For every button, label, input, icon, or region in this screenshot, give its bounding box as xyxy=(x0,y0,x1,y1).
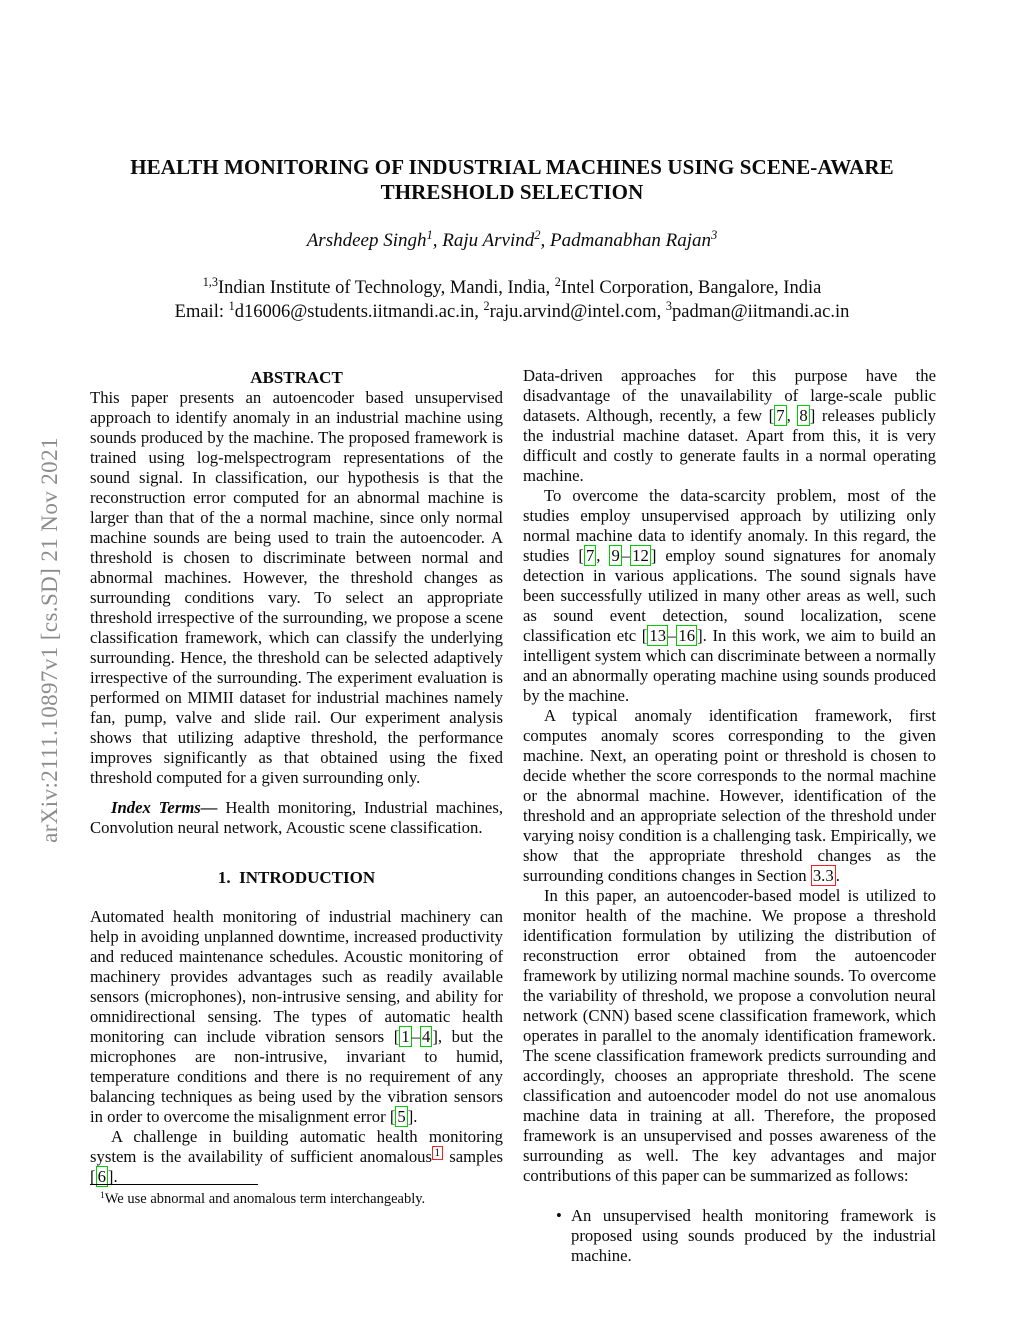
left-column xyxy=(90,368,503,1187)
citation-link[interactable]: 6 xyxy=(97,1167,106,1186)
section-link[interactable]: 3.3 xyxy=(812,866,834,885)
superscript: 1 xyxy=(228,299,235,314)
superscript: 3 xyxy=(665,299,673,314)
footnote-block xyxy=(90,1184,503,1208)
affiliation-line: $^{1,3}$Indian Institute of Technology, Mandi, India, $^2$Intel Corporation, Bangalore, India xyxy=(202,275,822,298)
footnote-marker-link[interactable]: 1 xyxy=(432,1146,443,1160)
citation-link[interactable]: 8 xyxy=(799,406,808,425)
contribution-item: • An unsupervised health monitoring framework is proposed using sounds produced by the industrial machine. xyxy=(571,1206,936,1266)
paper-title xyxy=(92,155,932,205)
right-paragraph-4: In this paper, an autoencoder-based model is utilized to monitor health of the machine. We propose a threshold identification formulation by utilizing the distribution of reconstruction error obtained from the autoencoder framework by utilizing normal machine sounds. To overcome the variability of threshold, we propose a convolution neural network (CNN) based scene classification framework, which operates in parallel to the anomaly identification framework. The scene classification framework predicts surrounding and accordingly, chooses an appropriate threshold. The scene classification and autoencoder model do not use anomalous machine data in training at all. Therefore, the proposed framework is an unsupervised and posses awareness of the surrounding as well. The key advantages and major contributions of this paper can be summarized as follows: xyxy=(523,886,936,1185)
citation-link[interactable]: 1 xyxy=(401,1027,410,1046)
footnote-rule xyxy=(90,1184,258,1185)
affiliation-block xyxy=(0,276,1024,324)
abstract-heading: ABSTRACT xyxy=(250,368,343,387)
superscript: 2 xyxy=(483,299,490,314)
email-line: Email: $^1$d16006@students.iitmandi.ac.in, $^2$raju.arvind@intel.com, $^3$padman@iitmandi.ac.in xyxy=(174,299,850,322)
citation-link[interactable]: 4 xyxy=(422,1027,431,1046)
footnote-text: $^1$We use abnormal and anomalous term interchangeably. xyxy=(100,1189,426,1207)
intro-paragraph-2: A challenge in building automatic health monitoring system is the availability of sufficient anomalous $^1$ samples [ 6 ]. xyxy=(90,1127,504,1186)
abstract-body: This paper presents an autoencoder based unsupervised approach to identify anomaly in an industrial machine using sounds produced by the machine. The proposed framework is trained using log-melspectrogram representations of the sound signal. In classification, our hypothesis is that the reconstruction error computed for an abnormal machine is larger than that of the a normal machine, since only normal machine sounds are being used to train the autoencoder. A threshold is chosen to discriminate between normal and abnormal machines. However, the threshold changes as surrounding conditions vary. To select an appropriate threshold irrespective of the surrounding, we propose a scene classification framework, which can classify the underlying surrounding. Hence, the threshold can be selected adaptively irrespective of the surrounding. The experiment evaluation is performed on MIMII dataset for industrial machines namely fan, pump, valve and slide rail. Our experiment analysis shows that utilizing adaptive threshold, the performance improves significantly as that obtained using the fixed threshold computed for a given surrounding only. xyxy=(90,388,503,787)
paper-title-line1: HEALTH MONITORING OF INDUSTRIAL MACHINES USING SCENE-AWARE xyxy=(130,155,894,179)
contributions-list xyxy=(523,1206,936,1266)
citation-link[interactable]: 13 xyxy=(649,626,667,645)
index-terms: Index Terms— Health monitoring, Industrial machines, Convolution neural network, Acoustic scene classification. xyxy=(90,798,503,837)
superscript: 1 xyxy=(100,1189,105,1201)
paper-title-line2: THRESHOLD SELECTION xyxy=(380,180,644,204)
superscript: 1,3 xyxy=(202,275,218,290)
right-paragraph-2: To overcome the data-scarcity problem, most of the studies employ unsupervised approach by utilizing only normal machine data to identify anomaly. In this regard, the studies [ 7 , 9 – 12 ] employ sound signatures for anomaly detection in various applications. The sound signals have been successfully utilized in many other areas as well, such as sound event detection, sound localization, scene classification etc [ 13 – 16 ]. In this work, we aim to build an intelligent system which can discriminate between a normally and an abnormally operating machine using sounds produced by the machine. xyxy=(523,486,937,705)
superscript: 1 xyxy=(426,228,433,243)
intro-paragraph-1: Automated health monitoring of industrial machinery can help in avoiding unplanned downtime, increased productivity and reduced maintenance schedules. Acoustic monitoring of machinery provides advantages such as readily available sensors (microphones), non-intrusive sensing, and ability for omnidirectional sensing. The types of automatic health monitoring can include vibration sensors [ 1 – 4 ], but the microphones are non-intrusive, invariant to humid, temperature conditions and there is no requirement of any balancing techniques as being used by the vibration sensors in order to overcome the misalignment error [ 5 ]. xyxy=(90,907,503,1126)
superscript: 3 xyxy=(711,228,718,243)
superscript: 2 xyxy=(554,275,561,290)
index-terms-label: Index Terms— xyxy=(111,798,218,817)
introduction-heading: 1. INTRODUCTION xyxy=(217,868,376,887)
superscript: 2 xyxy=(534,228,541,243)
right-column xyxy=(523,366,936,1266)
authors-line: Arshdeep Singh$^1$, Raju Arvind$^2$, Padmanabhan Rajan$^3$ xyxy=(306,228,718,251)
arxiv-banner: arXiv:2111.10897v1 [cs.SD] 21 Nov 2021 xyxy=(37,437,62,843)
citation-link[interactable]: 7 xyxy=(585,546,595,565)
citation-link[interactable]: 5 xyxy=(397,1107,406,1126)
citation-link[interactable]: 16 xyxy=(678,626,696,645)
citation-link[interactable]: 9 xyxy=(611,546,620,565)
citation-link[interactable]: 7 xyxy=(776,406,785,425)
right-paragraph-1: Data-driven approaches for this purpose have the disadvantage of the unavailability of large-scale public datasets. Although, recently, a few [ 7 , 8 ] releases publicly the industrial machine dataset. Apart from this, it is very difficult and costly to generate faults in a normal operating machine. xyxy=(523,366,937,485)
right-paragraph-3: A typical anomaly identification framework, first computes anomaly scores corresponding to the given machine. Next, an operating point or threshold is chosen to decide whether the score corresponds to the normal machine or the abnormal machine. However, identification of the threshold and an appropriate selection of the threshold under varying noisy condition is a challenging task. Empirically, we show that the appropriate threshold changes as the surrounding conditions changes in Section 3.3 . xyxy=(523,706,936,885)
citation-link[interactable]: 12 xyxy=(632,546,649,565)
